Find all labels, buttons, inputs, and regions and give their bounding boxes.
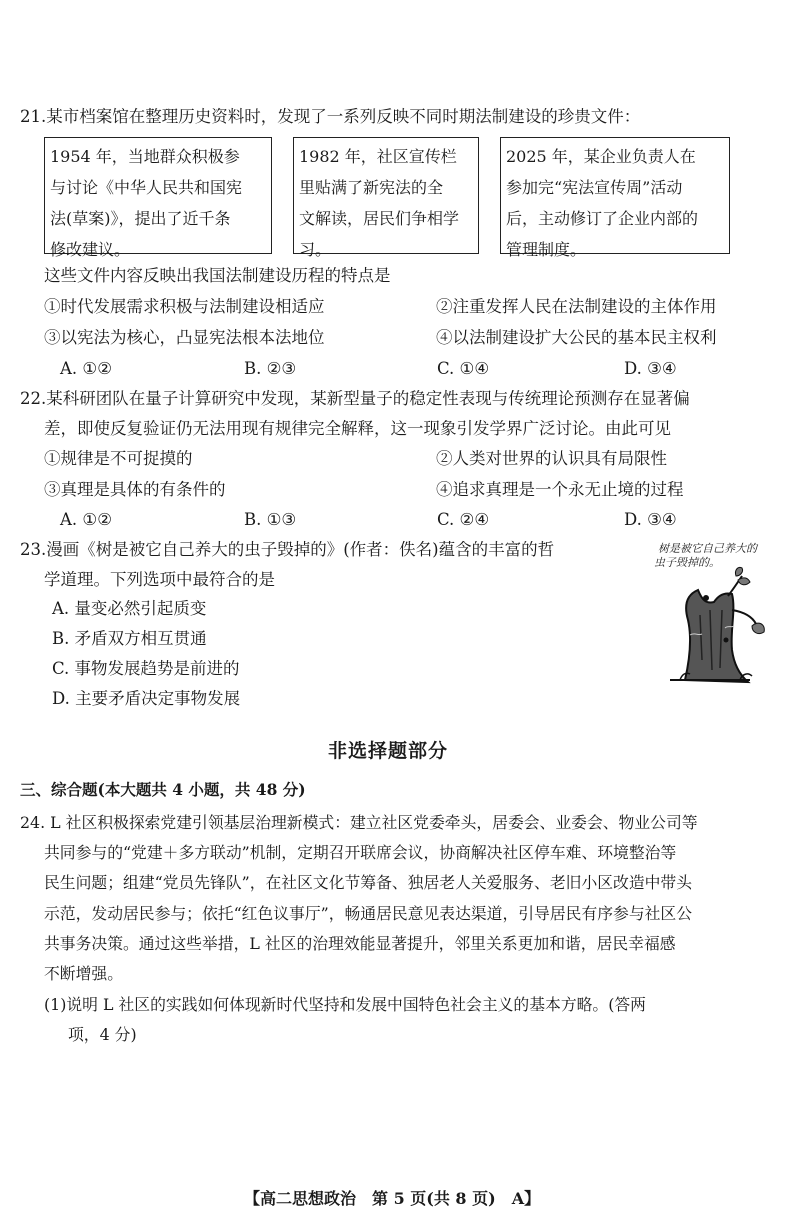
q24-text-line: 不断增强。 — [44, 964, 123, 983]
q23-cartoon — [640, 540, 790, 690]
q21-stem: 21.某市档案馆在整理历史资料时，发现了一系列反映不同时期法制建设的珍贵文件： — [20, 107, 641, 126]
q23-option-b[interactable]: B. 矛盾双方相互贯通 — [52, 629, 207, 648]
tree-stump-illustration — [640, 540, 790, 690]
q21-doc-3-line: 后，主动修订了企业内部的 — [506, 209, 699, 228]
q23-option-d[interactable]: D. 主要矛盾决定事物发展 — [52, 689, 241, 708]
q21-item-4: ④以法制建设扩大公民的基本民主权利 — [436, 328, 717, 347]
q21-option-b[interactable]: B. ②③ — [244, 359, 297, 378]
q21-option-c[interactable]: C. ①④ — [437, 359, 490, 378]
q21-doc-3-line: 2025 年，某企业负责人在 — [506, 147, 696, 166]
cartoon-caption-line-1: 树是被它自己养大的 — [658, 542, 757, 555]
q21-doc-2-line: 里贴满了新宪法的全 — [299, 178, 444, 197]
q21-doc-2-line: 1982 年，社区宣传栏 — [299, 147, 457, 166]
q23-option-c[interactable]: C. 事物发展趋势是前进的 — [52, 659, 240, 678]
q23-option-a[interactable]: A. 量变必然引起质变 — [52, 599, 207, 618]
q21-item-1: ①时代发展需求积极与法制建设相适应 — [44, 297, 325, 316]
q24-text-line: 共同参与的“党建＋多方联动”机制，定期召开联席会议，协商解决社区停车难、环境整治等 — [44, 843, 677, 862]
q21-doc-1-line: 修改建议。 — [50, 240, 131, 259]
q24-sub1-line-1: (1)说明 L 社区的实践如何体现新时代坚持和发展中国特色社会主义的基本方略。(答两 — [44, 995, 646, 1014]
q21-doc-2-line: 习。 — [299, 240, 332, 259]
q21-item-3: ③以宪法为核心，凸显宪法根本法地位 — [44, 328, 325, 347]
q22-stem-line-2: 差，即使反复验证仍无法用现有规律完全解释，这一现象引发学界广泛讨论。由此可见 — [44, 419, 671, 438]
q22-item-3: ③真理是具体的有条件的 — [44, 480, 226, 499]
q21-doc-1 — [44, 137, 272, 259]
q21-doc-1-line: 法(草案)》，提出了近千条 — [50, 209, 231, 228]
page-footer: 【高二思想政治 第 5 页(共 8 页) A】 — [244, 1189, 541, 1208]
q21-doc-2-line: 文解读，居民们争相学 — [299, 209, 460, 228]
q24-text-line: 民生问题；组建“党员先锋队”，在社区文化节筹备、独居老人关爱服务、老旧小区改造中带头 — [44, 873, 693, 892]
q21-option-d[interactable]: D. ③④ — [624, 359, 677, 378]
q22-item-1: ①规律是不可捉摸的 — [44, 449, 193, 468]
q21-question: 这些文件内容反映出我国法制建设历程的特点是 — [44, 266, 391, 285]
q22-item-4: ④追求真理是一个永无止境的过程 — [436, 480, 684, 499]
q22-option-b[interactable]: B. ①③ — [244, 510, 297, 529]
q21-doc-3-line: 参加完“宪法宣传周”活动 — [506, 178, 683, 197]
q22-stem-line-1: 22.某科研团队在量子计算研究中发现，某新型量子的稳定性表现与传统理论预测存在显著偏 — [20, 389, 690, 408]
q24-text-line: 示范，发动居民参与；依托“红色议事厅”，畅通居民意见表达渠道，引导居民有序参与社区公 — [44, 904, 693, 923]
q21-doc-1-line: 与讨论《中华人民共和国宪 — [50, 178, 243, 197]
q21-item-2: ②注重发挥人民在法制建设的主体作用 — [436, 297, 717, 316]
q21-doc-2 — [293, 137, 479, 259]
q24-text-line: 共事务决策。通过这些举措，L 社区的治理效能显著提升，邻里关系更加和谐，居民幸福感 — [44, 934, 676, 953]
q23-stem-line-1: 23.漫画《树是被它自己养大的虫子毁掉的》(作者：佚名)蕴含的丰富的哲 — [20, 540, 555, 559]
q23-stem-line-2: 学道理。下列选项中最符合的是 — [44, 570, 275, 589]
q24-text-line: 24. L 社区积极探索党建引领基层治理新模式：建立社区党委牵头，居委会、业委会、物业公司等 — [20, 813, 698, 832]
q21-doc-3-line: 管理制度。 — [506, 240, 587, 259]
q22-option-d[interactable]: D. ③④ — [624, 510, 677, 529]
q22-item-2: ②人类对世界的认识具有局限性 — [436, 449, 667, 468]
part3-title: 三、综合题(本大题共 4 小题，共 48 分) — [20, 780, 306, 799]
q22-option-a[interactable]: A. ①② — [60, 510, 112, 529]
section-title: 非选择题部分 — [328, 740, 449, 762]
q21-doc-3 — [500, 137, 730, 259]
q21-option-a[interactable]: A. ①② — [60, 359, 112, 378]
q24-sub1-line-2: 项，4 分) — [68, 1025, 137, 1044]
cartoon-caption-line-2: 虫子毁掉的。 — [654, 556, 720, 569]
q21-doc-1-line: 1954 年，当地群众积极参 — [50, 147, 240, 166]
q22-option-c[interactable]: C. ②④ — [437, 510, 490, 529]
